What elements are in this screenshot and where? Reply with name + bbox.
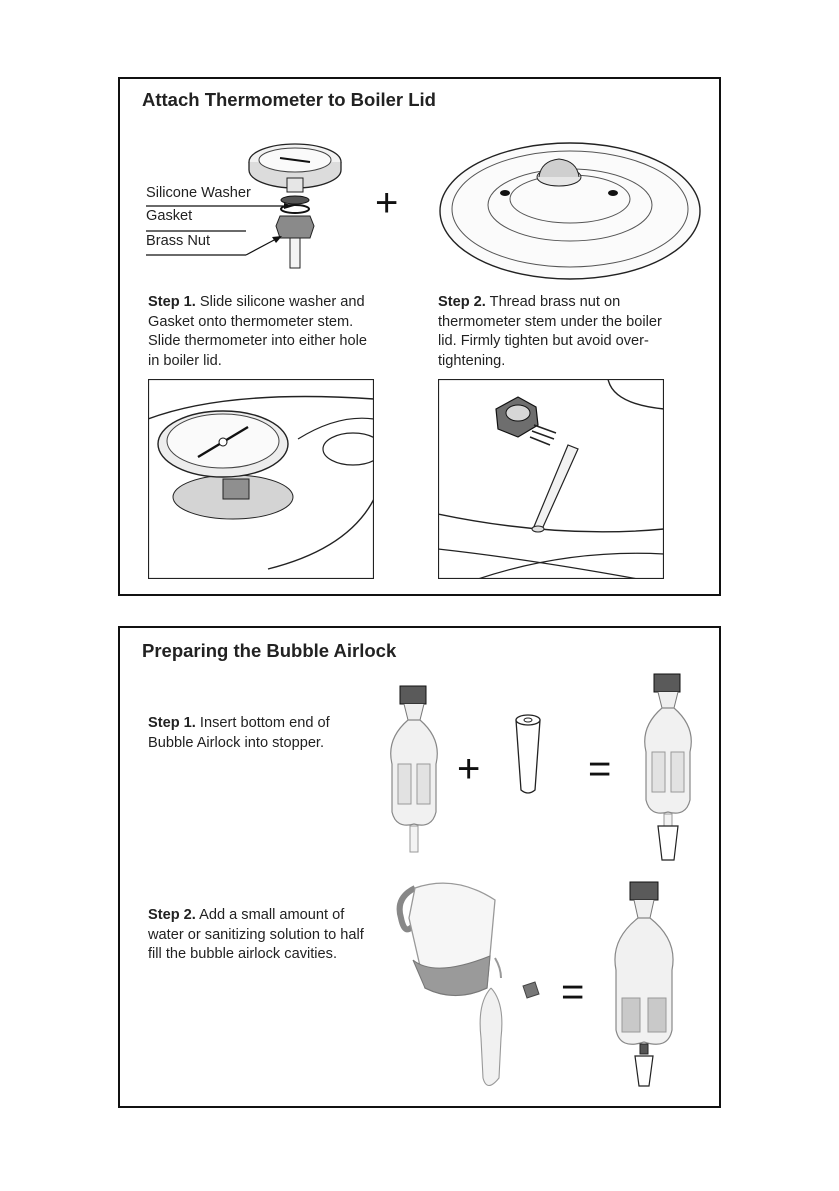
thermometer-instructions-panel — [118, 77, 721, 596]
airlock-half-filled-icon — [604, 880, 684, 1090]
label-brass-nut: Brass Nut — [146, 233, 211, 249]
label-gasket: Gasket — [146, 208, 193, 224]
boiler-lid-icon — [435, 139, 705, 289]
step1-instructions: Step 1. Slide silicone washer and Gasket onto thermometer stem. Slide thermometer into either hole in boiler lid. — [148, 294, 368, 369]
plus-sign: + — [457, 747, 481, 791]
airlock-with-stopper-icon — [632, 672, 704, 864]
equals-sign: = — [561, 970, 585, 1014]
thermometer-inserted-illustration — [148, 379, 374, 579]
stopper-icon — [513, 714, 543, 796]
label-silicone-washer: Silicone Washer — [146, 185, 251, 201]
airlock-icon — [378, 684, 450, 859]
section-title: Attach Thermometer to Boiler Lid — [142, 89, 436, 110]
measuring-jug-icon — [395, 878, 540, 1098]
brass-nut-illustration — [438, 379, 664, 579]
step2-instructions: Step 2. Add a small amount of water or sanitizing solution to half fill the bubble airlock cavities. — [148, 907, 364, 962]
section-title: Preparing the Bubble Airlock — [142, 640, 397, 661]
equals-sign: = — [588, 747, 612, 791]
airlock-instructions-panel — [118, 626, 721, 1108]
step2-instructions: Step 2. Thread brass nut on thermometer stem under the boiler lid. Firmly tighten but avoid over-tightening. — [438, 294, 662, 369]
step1-instructions: Step 1. Insert bottom end of Bubble Airlock into stopper. — [148, 715, 330, 751]
plus-sign: + — [375, 181, 399, 225]
